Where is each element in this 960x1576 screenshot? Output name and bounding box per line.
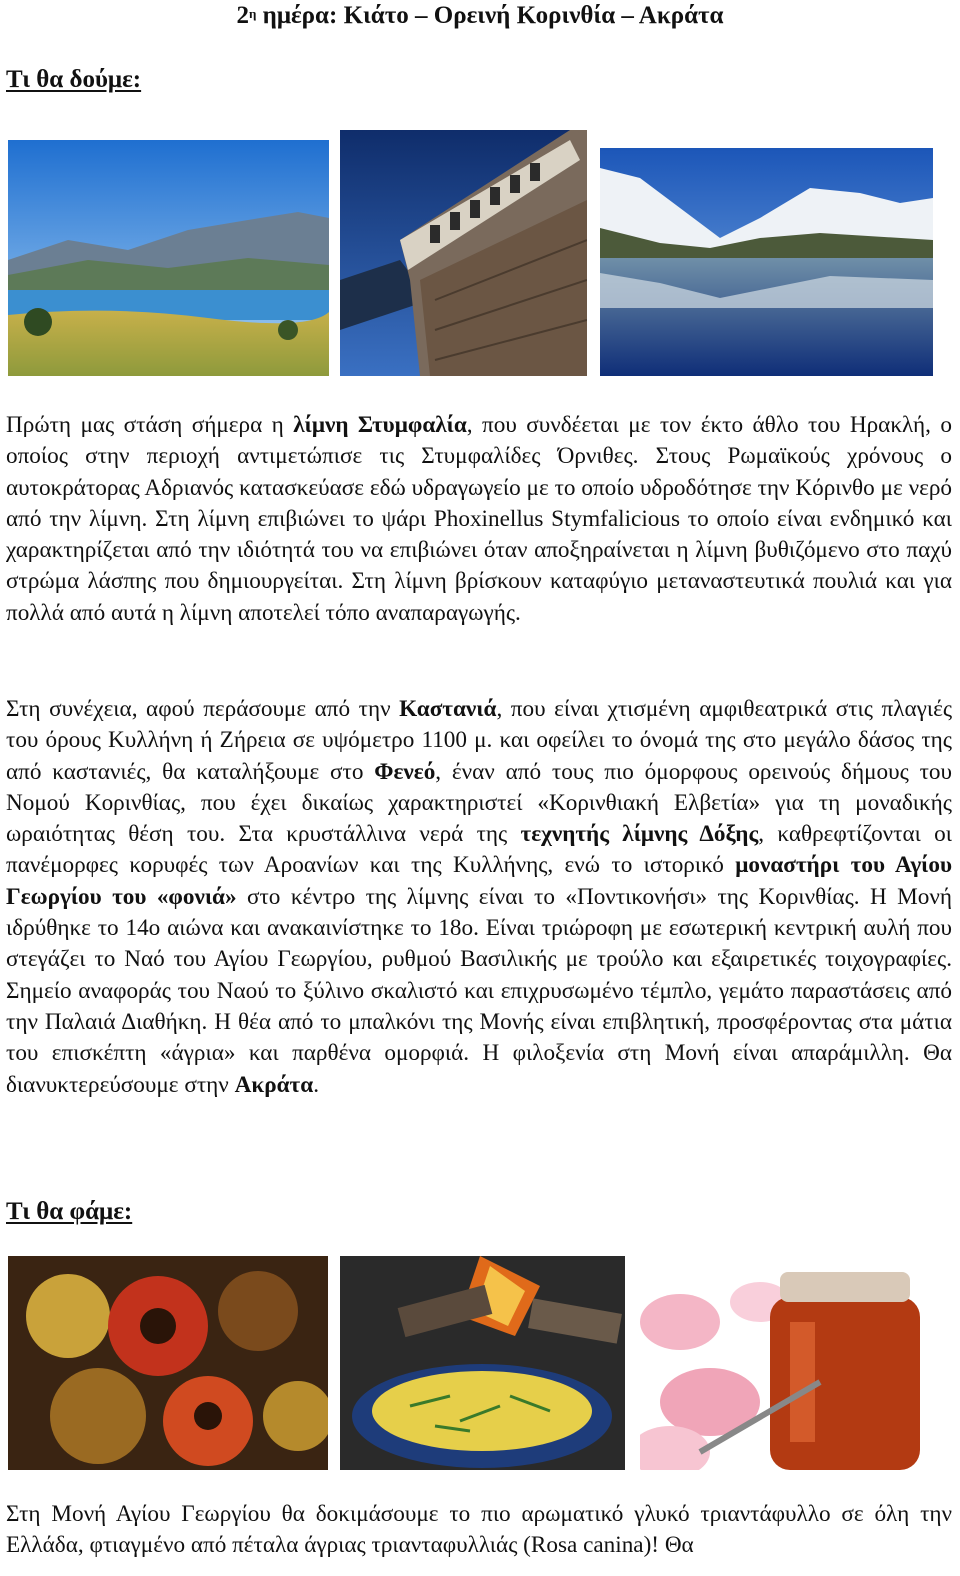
heading-eat: Τι θα φάμε: — [6, 1198, 133, 1225]
p2-text-2: , που είναι χτισμένη αμφιθεατρικά στις πλαγιές του όρους Κυλλήνη ή Ζήρεια σε υψόμετρο 1100 μ. και οφείλει το όνομά της στο μεγάλο δάσος της από καστανιές, θα καταλήξουμε στο — [6, 696, 952, 785]
photo-lake-doxa — [600, 148, 933, 376]
p2-bold-kastania: Καστανιά — [399, 696, 497, 722]
p3-text: Στη Μονή Αγίου Γεωργίου θα δοκιμάσουμε το πιο αρωματικό γλυκό τριαντάφυλλο σε όλη την Ελλάδα, φτιαγμένο από πέταλα άγριας τριανταφυλλιάς (Rosa canina)! Θα — [6, 1501, 952, 1559]
p2-text-6: . — [313, 1071, 319, 1098]
paragraph-stymfalia — [6, 410, 952, 629]
p1-text-1: Πρώτη μας στάση σήμερα η — [6, 412, 294, 438]
day-number: 2 — [236, 2, 249, 29]
photo-lake-stymfalia — [8, 140, 329, 376]
p1-bold-lake: λίμνη Στυμφαλία — [293, 412, 467, 438]
p2-bold-lake-doxa: τεχνητής λίμνης Δόξης — [520, 821, 759, 848]
p2-text-5: στο κέντρο της λίμνης είναι το «Ποντικονήσι» της Κορινθίας. Η Μονή ιδρύθηκε το 14ο αιώνα και ανακαινίστηκε το 18ο. Είναι τριώροφη με εσωτερική κεντρική αυλή που στεγάζει το Ναό του Αγίου Γεωργίου, ρυθμού Βασιλικής με τρούλο και εξαιρετικές τοιχογραφίες. Σημείο αναφοράς του Ναού το ξύλινο σκαλιστό και επιχρυσωμένο τέμπλο, γεμάτο παραστάσεις από την Παλαιά Διαθήκη. Η θέα από το μπαλκόνι της Μονής είναι επιβλητική, προσφέροντας στα μάτια του επισκέπτη «άγρια» και παρθένα ομορφιά. Η φιλοξενία στη Μονή είναι απαράμιλλη. Θα διανυκτερεύσουμε στην — [6, 883, 952, 1098]
title-text: ημέρα: Κιάτο – Ορεινή Κορινθία – Ακράτα — [256, 2, 724, 29]
page-title — [0, 0, 960, 32]
p1-text-2: , που συνδέεται με τον έκτο άθλο του Ηρακλή, ο οποίος στην περιοχή αντιμετώπισε τις Στυμφαλίδες Όρνιθες. Στους Ρωμαϊκούς χρόνους ο αυτοκράτορας Αδριανός κατασκεύασε εδώ υδραγωγείο με το οποίο υδροδότησε την Κόρινθο με νερό από την λίμνη. Στη λίμνη επιβιώνει το ψάρι Phoxinellus Stymfalicious το οποίο είναι ενδημικό και χαρακτηρίζεται από την ιδιότητά του να επιβιώνει όταν αποξηραίνεται η λίμνη βυθιζόμενο στο παχύ στρώμα λάσπης που δημιουργείται. Στη λίμνη βρίσκουν καταφύγιο μεταναστευτικά πουλιά και για πολλά από αυτά η λίμνη αποτελεί τόπο αναπαραγωγής. — [6, 412, 952, 626]
p2-bold-monastery: μοναστήρι του Αγίου Γεωργίου του «φονιά» — [6, 852, 953, 910]
p2-bold-akrata: Ακράτα — [234, 1071, 314, 1098]
paragraph-rose-sweet — [6, 1499, 952, 1562]
photo-stuffed-vegetables — [8, 1256, 328, 1470]
photo-pie-fireplace — [340, 1256, 625, 1470]
heading-see: Τι θα δούμε: — [6, 66, 142, 93]
day-suffix: η — [248, 6, 257, 21]
p2-bold-feneos: Φενεό — [374, 758, 436, 785]
photo-rose-preserve — [640, 1262, 932, 1470]
photo-monastery — [340, 130, 587, 376]
paragraph-kastania-feneos — [6, 694, 952, 1101]
p2-text-1: Στη συνέχεια, αφού περάσουμε από την — [6, 696, 400, 722]
p2-text-3: , έναν από τους πιο όμορφους ορεινούς δήμους του Νομού Κορινθίας, που έχει δικαίως χαρακτηριστεί «Κορινθιακή Ελβετία» για τη μοναδικής ωραιότητας θέση του. Στα κρυστάλλινα νερά της — [6, 758, 952, 848]
p2-text-4: , καθρεφτίζονται οι πανέμορφες κορυφές των Αροανίων και της Κυλλήνης, ενώ το ιστορικό — [6, 821, 952, 879]
